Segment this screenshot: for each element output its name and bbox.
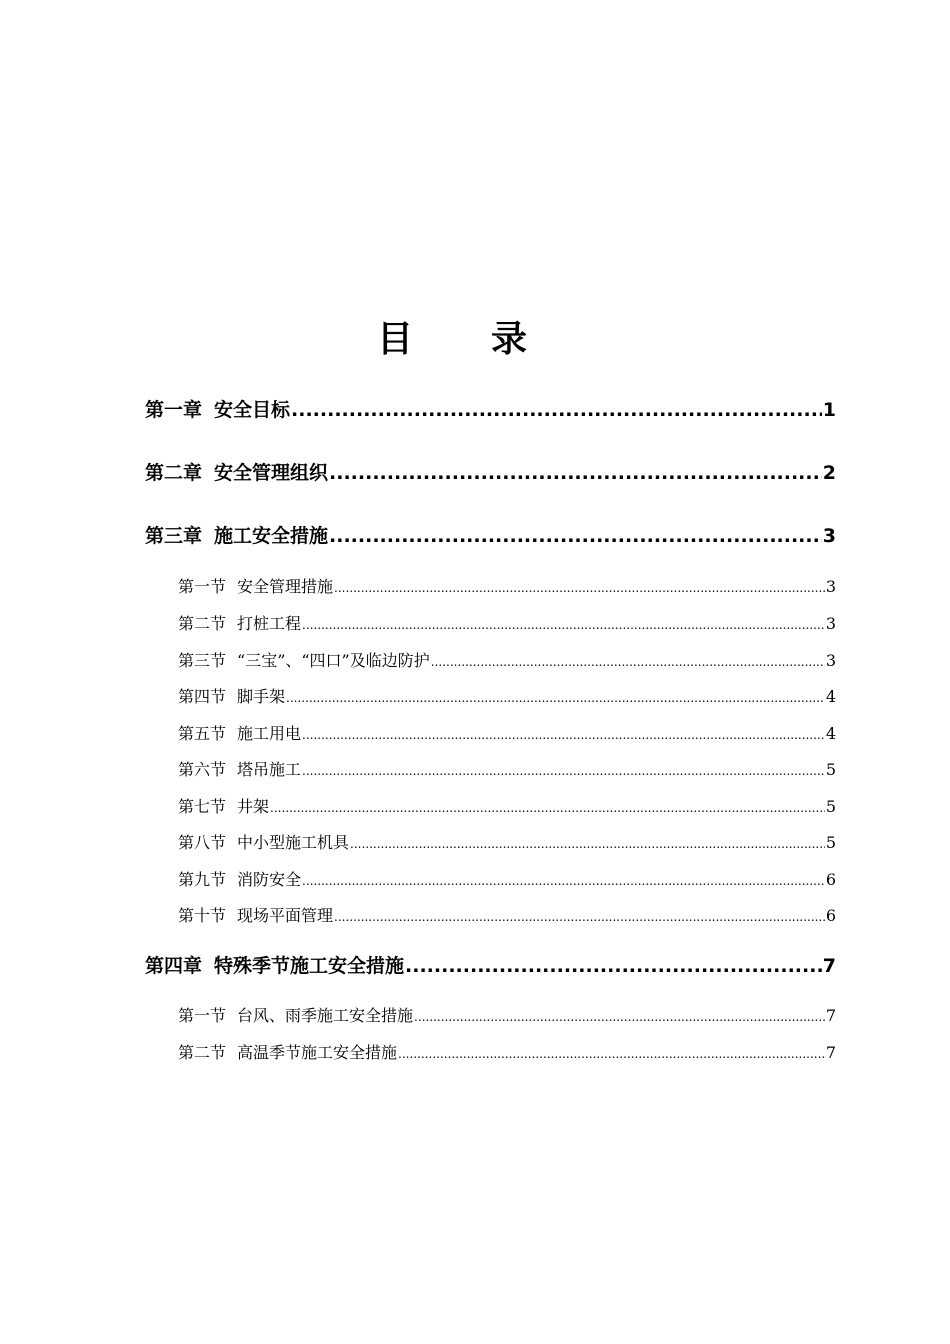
toc-entry-section-3-9[interactable]: [178, 869, 836, 891]
toc-entry-page: 4: [825, 687, 836, 706]
toc-entry-number: 第八节: [178, 833, 227, 852]
toc-dot-leader: [405, 953, 822, 979]
toc-entry-title: 脚手架: [237, 687, 286, 706]
toc-dot-leader: [329, 460, 822, 486]
toc-dot-leader: [302, 759, 825, 782]
toc-entry-title: 高温季节施工安全措施: [237, 1043, 398, 1062]
toc-entry-section-4-2[interactable]: [178, 1042, 836, 1064]
toc-dot-leader: [302, 869, 825, 892]
toc-entry-chapter-2[interactable]: [145, 460, 836, 486]
toc-entry-title: 消防安全: [237, 870, 302, 889]
toc-entry-number: 第七节: [178, 797, 227, 816]
toc-entry-page: 2: [822, 462, 836, 484]
toc-entry-title: 安全目标: [214, 399, 291, 421]
page-title: 目录: [376, 319, 605, 360]
toc-entry-number: 第二章: [145, 462, 203, 484]
toc-entry-section-3-6[interactable]: [178, 759, 836, 781]
toc-entry-chapter-4[interactable]: [145, 953, 836, 979]
toc-entry-section-3-8[interactable]: [178, 832, 836, 854]
toc-entry-number: 第十节: [178, 906, 227, 925]
toc-entry-title: 安全管理组织: [214, 462, 329, 484]
toc-entry-title: “三宝”、“四口”及临边防护: [237, 651, 430, 670]
toc-entry-title: 施工安全措施: [214, 525, 329, 547]
toc-entry-number: 第四节: [178, 687, 227, 706]
toc-entry-title: 井架: [237, 797, 270, 816]
toc-entry-number: 第一节: [178, 1006, 227, 1025]
toc-dot-leader: [329, 523, 822, 549]
toc-entry-number: 第三节: [178, 651, 227, 670]
toc-entry-section-3-2[interactable]: [178, 613, 836, 635]
toc-entry-number: 第九节: [178, 870, 227, 889]
toc-dot-leader: [398, 1042, 825, 1065]
toc-entry-number: 第二节: [178, 614, 227, 633]
toc-entry-title: 安全管理措施: [237, 577, 334, 596]
toc-entry-page: 5: [825, 833, 836, 852]
toc-entry-section-3-7[interactable]: [178, 796, 836, 818]
toc-entry-page: 1: [822, 399, 836, 421]
toc-entry-number: 第四章: [145, 955, 203, 977]
toc-dot-leader: [334, 905, 825, 928]
toc-dot-leader: [302, 723, 825, 746]
toc-entry-page: 7: [822, 955, 836, 977]
toc-entry-title: 特殊季节施工安全措施: [214, 955, 405, 977]
toc-dot-leader: [350, 832, 825, 855]
toc-entry-chapter-1[interactable]: [145, 397, 836, 423]
toc-dot-leader: [334, 576, 825, 599]
toc-entry-page: 3: [825, 614, 836, 633]
toc-dot-leader: [291, 397, 822, 423]
toc-dot-leader: [286, 686, 825, 709]
toc-entry-section-3-3[interactable]: [178, 650, 836, 672]
toc-dot-leader: [414, 1005, 825, 1028]
toc-dot-leader: [431, 650, 825, 673]
toc-entry-title: 中小型施工机具: [237, 833, 350, 852]
toc-entry-number: 第三章: [145, 525, 203, 547]
toc-entry-title: 打桩工程: [237, 614, 302, 633]
toc-entry-section-4-1[interactable]: [178, 1005, 836, 1027]
toc-entry-page: 7: [825, 1006, 836, 1025]
toc-entry-number: 第六节: [178, 760, 227, 779]
toc-entry-number: 第一章: [145, 399, 203, 421]
toc-entry-section-3-4[interactable]: [178, 686, 836, 708]
toc-entry-section-3-5[interactable]: [178, 723, 836, 745]
toc-entry-page: 3: [825, 577, 836, 596]
toc-entry-title: 现场平面管理: [237, 906, 334, 925]
toc-entry-number: 第一节: [178, 577, 227, 596]
toc-entry-page: 7: [825, 1043, 836, 1062]
toc-entry-page: 3: [822, 525, 836, 547]
toc-entry-number: 第二节: [178, 1043, 227, 1062]
toc-entry-title: 塔吊施工: [237, 760, 302, 779]
toc-entry-title: 台风、雨季施工安全措施: [237, 1006, 414, 1025]
toc-entry-section-3-10[interactable]: [178, 905, 836, 927]
toc-entry-number: 第五节: [178, 724, 227, 743]
toc-entry-page: 5: [825, 797, 836, 816]
toc-entry-page: 4: [825, 724, 836, 743]
toc-entry-page: 5: [825, 760, 836, 779]
toc-entry-title: 施工用电: [237, 724, 302, 743]
toc-dot-leader: [302, 613, 825, 636]
toc-entry-chapter-3[interactable]: [145, 523, 836, 549]
toc-entry-section-3-1[interactable]: [178, 576, 836, 598]
toc-entry-page: 6: [825, 906, 836, 925]
toc-dot-leader: [270, 796, 825, 819]
toc-entry-page: 3: [825, 651, 836, 670]
toc-entry-page: 6: [825, 870, 836, 889]
